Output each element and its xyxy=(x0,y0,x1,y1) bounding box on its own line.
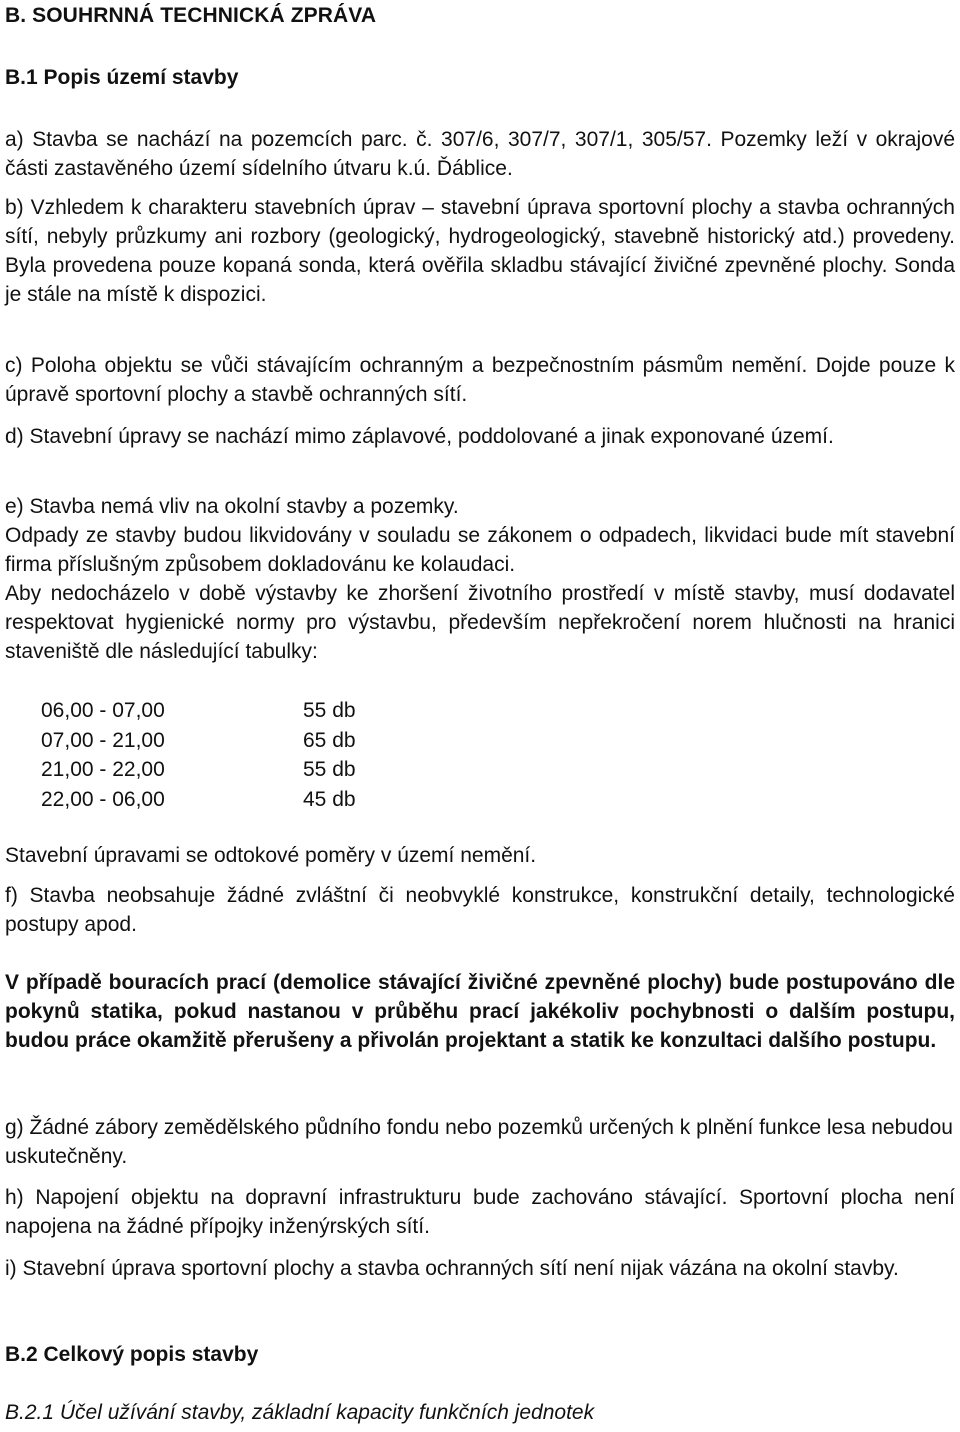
paragraph-c: c) Poloha objektu se vůči stávajícím ochranným a bezpečnostním pásmům nemění. Dojde pouze k úpravě sportovní plochy a stavbě ochranných sítí. xyxy=(5,354,955,406)
paragraph-a: a) Stavba se nachází na pozemcích parc. č. 307/6, 307/7, 307/1, 305/57. Pozemky leží v okrajové části zastavěného území sídelního útvaru k.ú. Ďáblice. xyxy=(5,128,955,180)
table-row xyxy=(41,785,356,815)
time-range-cell: 22,00 - 06,00 xyxy=(41,787,165,811)
paragraph-e: e) Stavba nemá vliv na okolní stavby a pozemky. xyxy=(5,495,459,518)
section-heading-b1: B.1 Popis území stavby xyxy=(5,66,239,89)
paragraph-drainage: Stavební úpravami se odtokové poměry v území nemění. xyxy=(5,844,537,867)
noise-level-cell: 45 db xyxy=(303,787,356,811)
subsection-heading-b21: B.2.1 Účel užívání stavby, základní kapacity funkčních jednotek xyxy=(5,1401,595,1424)
paragraph-b: b) Vzhledem k charakteru stavebních úprav – stavební úprava sportovní plochy a stavba ochranných sítí, nebyly průzkumy ani rozbory (geologický, hydrogeologický, stavebně historický atd.) provedeny. Byla provedena pouze kopaná sonda, která ověřila skladbu stávající živičné zpevněné plochy. Sonda je stále na místě k dispozici. xyxy=(5,196,955,306)
noise-level-cell: 55 db xyxy=(303,758,356,781)
noise-level-cell: 65 db xyxy=(303,728,356,752)
section-heading-b2: B.2 Celkový popis stavby xyxy=(5,1343,259,1366)
time-range-cell: 06,00 - 07,00 xyxy=(41,699,165,722)
table-row xyxy=(41,726,356,756)
paragraph-waste: Odpady ze stavby budou likvidovány v souladu se zákonem o odpadech, likvidaci bude mít stavební firma příslušným způsobem dokladovánu ke kolaudaci. xyxy=(5,524,955,576)
document-title: B. SOUHRNNÁ TECHNICKÁ ZPRÁVA xyxy=(5,4,377,27)
paragraph-g: g) Žádné zábory zemědělského půdního fondu nebo pozemků určených k plnění funkce lesa nebudou uskutečněny. xyxy=(5,1116,953,1168)
paragraph-demolition: V případě bouracích prací (demolice stávající živičné zpevněné plochy) bude postupováno dle pokynů statika, pokud nastanou v průběhu prací jakékoliv pochybnosti o dalším postupu, budou práce okamžitě přerušeny a přivolán projektant a statik ke konzultaci dalšího postupu. xyxy=(5,971,955,1052)
noise-limits-table xyxy=(41,696,356,814)
table-row xyxy=(41,696,356,726)
paragraph-d: d) Stavební úpravy se nachází mimo záplavové, poddolované a jinak exponované území. xyxy=(5,425,834,448)
noise-level-cell: 55 db xyxy=(303,699,356,722)
paragraph-f: f) Stavba neobsahuje žádné zvláštní či neobvyklé konstrukce, konstrukční detaily, technologické postupy apod. xyxy=(5,884,955,936)
table-row xyxy=(41,755,356,785)
time-range-cell: 07,00 - 21,00 xyxy=(41,728,165,752)
paragraph-noise: Aby nedocházelo v době výstavby ke zhoršení životního prostředí v místě stavby, musí dodavatel respektovat hygienické normy pro výstavbu, především nepřekročení norem hlučnosti na hranici staveniště dle následující tabulky: xyxy=(5,582,955,663)
time-range-cell: 21,00 - 22,00 xyxy=(41,758,165,781)
paragraph-i: i) Stavební úprava sportovní plochy a stavba ochranných sítí není nijak vázána na okolní stavby. xyxy=(5,1257,899,1280)
paragraph-h: h) Napojení objektu na dopravní infrastrukturu bude zachováno stávající. Sportovní plocha není napojena na žádné přípojky inženýrských sítí. xyxy=(5,1186,955,1238)
